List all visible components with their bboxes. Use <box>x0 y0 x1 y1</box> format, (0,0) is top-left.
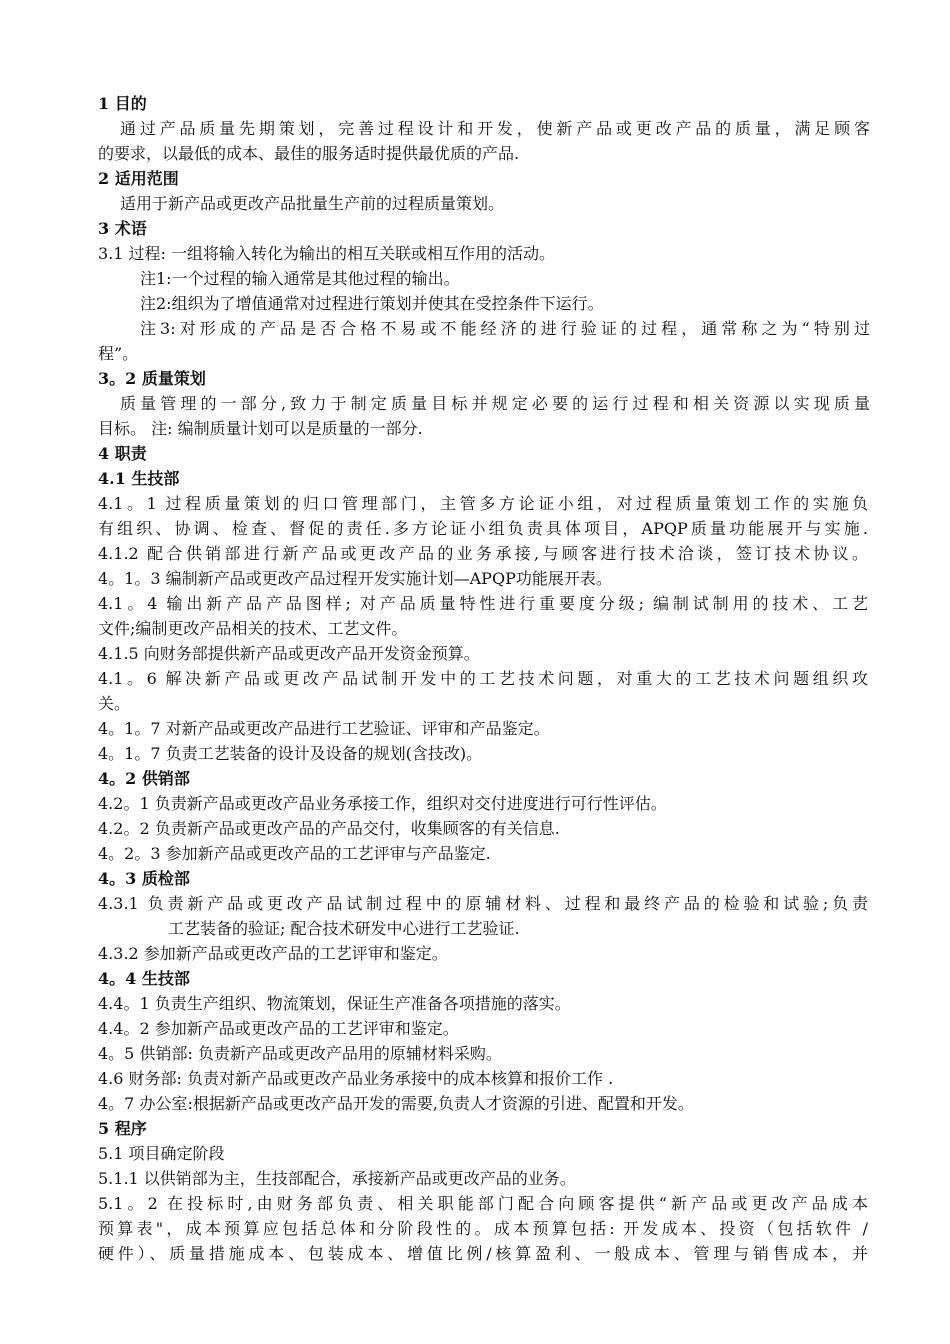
paragraph-line: 4.4。2 参加新产品或更改产品的工艺评审和鉴定。 <box>98 1019 459 1038</box>
heading-4-4-production-tech: 4。4 生技部 <box>98 969 190 988</box>
paragraph-line: 4.1。4 输出新产品产品图样; 对产品质量特性进行重要度分级; 编制试制用的技术、工艺 <box>98 594 868 613</box>
paragraph-line: 文件;编制更改产品相关的技术、工艺文件。 <box>98 619 408 638</box>
paragraph-line: 4.1。1 过程质量策划的归口管理部门，主管多方论证小组，对过程质量策划工作的实施负 <box>98 494 868 513</box>
paragraph-line: 4.1。6 解决新产品或更改产品试制开发中的工艺技术问题，对重大的工艺技术问题组织攻 <box>98 669 868 688</box>
heading-4-responsibilities: 4 职责 <box>98 444 147 463</box>
heading-2-scope: 2 适用范围 <box>98 169 179 188</box>
paragraph-line: 4.3.1 负责新产品或更改产品试制过程中的原辅材料、过程和最终产品的检验和试验;负责 <box>98 894 868 913</box>
paragraph-line: 的要求，以最低的成本、最佳的服务适时提供最优质的产品. <box>98 144 520 163</box>
paragraph-line: 程”。 <box>98 344 139 363</box>
heading-4-3-quality-inspection: 4。3 质检部 <box>98 869 190 888</box>
paragraph-line: 4.6 财务部: 负责对新产品或更改产品业务承接中的成本核算和报价工作 . <box>98 1069 614 1088</box>
paragraph-line: 5.1.1 以供销部为主，生技部配合，承接新产品或更改产品的业务。 <box>98 1169 576 1188</box>
paragraph-line: 质量管理的一部分,致力于制定质量目标并规定必要的运行过程和相关资源以实现质量 <box>120 394 870 413</box>
paragraph-line: 4。1。7 负责工艺装备的设计及设备的规划(含技改)。 <box>98 744 483 763</box>
paragraph-line: 关。 <box>98 694 131 713</box>
paragraph-line: 目标。 注: 编制质量计划可以是质量的一部分. <box>98 419 423 438</box>
paragraph-line: 4。5 供销部: 负责新产品或更改产品用的原辅材料采购。 <box>98 1044 502 1063</box>
paragraph-line: 4.3.2 参加新产品或更改产品的工艺评审和鉴定。 <box>98 944 448 963</box>
paragraph-line: 4.4。1 负责生产组织、物流策划，保证生产准备各项措施的落实。 <box>98 994 571 1013</box>
paragraph-line: 适用于新产品或更改产品批量生产前的过程质量策划。 <box>120 194 505 213</box>
paragraph-line: 4。1。3 编制新产品或更改产品过程开发实施计划—APQP功能展开表。 <box>98 569 612 588</box>
paragraph-line: 5.1。2 在投标时,由财务部负责、相关职能部门配合向顾客提供“新产品或更改产品成本 <box>98 1194 868 1213</box>
heading-4-1-production-tech: 4.1 生技部 <box>98 469 180 488</box>
paragraph-line: 4。1。7 对新产品或更改产品进行工艺验证、评审和产品鉴定。 <box>98 719 550 738</box>
paragraph-line: 通过产品质量先期策划，完善过程设计和开发，使新产品或更改产品的质量，满足顾客 <box>120 119 870 138</box>
paragraph-line: 4.2。1 负责新产品或更改产品业务承接工作，组织对交付进度进行可行性评估。 <box>98 794 667 813</box>
paragraph-line: 5.1 项目确定阶段 <box>98 1144 225 1163</box>
paragraph-line: 3.1 过程: 一组将输入转化为输出的相互关联或相互作用的活动。 <box>98 244 556 263</box>
paragraph-line: 硬件）、质量措施成本、包装成本、增值比例/核算盈利、一般成本、管理与销售成本，并 <box>98 1244 868 1263</box>
heading-1-purpose: 1 目的 <box>98 94 147 113</box>
heading-3-2-quality-planning: 3。2 质量策划 <box>98 369 206 388</box>
heading-5-procedure: 5 程序 <box>98 1119 147 1138</box>
heading-4-2-sales: 4。2 供销部 <box>98 769 190 788</box>
heading-3-terms: 3 术语 <box>98 219 147 238</box>
paragraph-line: 有组织、协调、检查、督促的责任.多方论证小组负责具体项目，APQP质量功能展开与实施. <box>98 519 868 538</box>
note-line: 注1:一个过程的输入通常是其他过程的输出。 <box>140 269 460 288</box>
paragraph-line: 4。2。3 参加新产品或更改产品的工艺评审与产品鉴定. <box>98 844 491 863</box>
paragraph-line: 工艺装备的验证; 配合技术研发中心进行工艺验证. <box>168 919 520 938</box>
paragraph-line: 4.1.2 配合供销部进行新产品或更改产品的业务承接,与顾客进行技术洽谈，签订技术协议。 <box>98 544 868 563</box>
paragraph-line: 4.2。2 负责新产品或更改产品的产品交付，收集顾客的有关信息. <box>98 819 560 838</box>
paragraph-line: 4.1.5 向财务部提供新产品或更改产品开发资金预算。 <box>98 644 480 663</box>
note-line: 注3:对形成的产品是否合格不易或不能经济的进行验证的过程，通常称之为“特别过 <box>140 319 870 338</box>
note-line: 注2:组织为了增值通常对过程进行策划并使其在受控条件下运行。 <box>140 294 604 313</box>
paragraph-line: 预算表"，成本预算应包括总体和分阶段性的。成本预算包括: 开发成本、投资（包括软件 / <box>98 1219 868 1238</box>
paragraph-line: 4。7 办公室:根据新产品或更改产品开发的需要,负责人才资源的引进、配置和开发。 <box>98 1094 694 1113</box>
